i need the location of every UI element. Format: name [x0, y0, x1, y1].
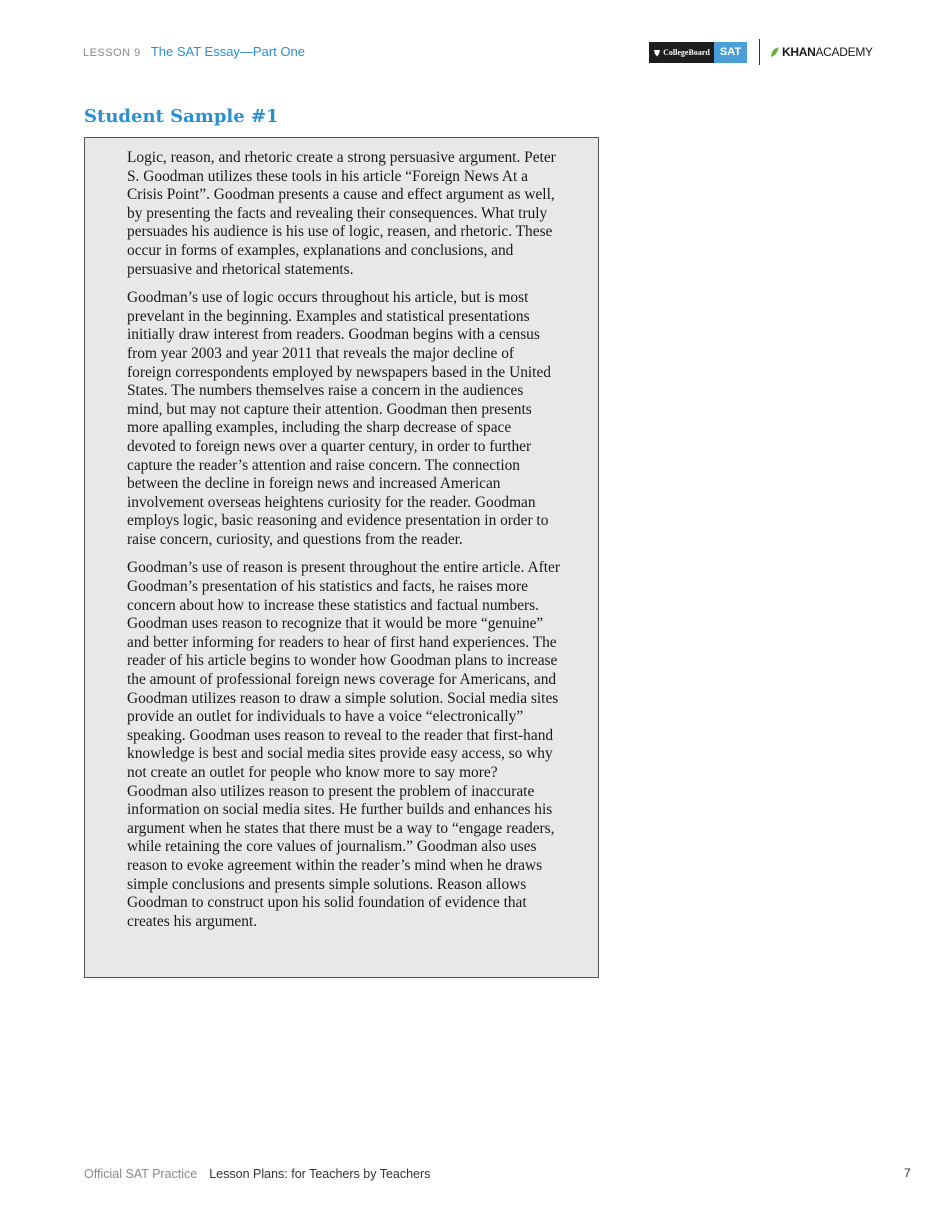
page-footer	[84, 1167, 430, 1181]
essay-paragraph: Logic, reason, and rhetoric create a strong persuasive argument. Peter S. Goodman utilizes these tools in his article “Foreign News At a Crisis Point”. Goodman presents a cause and effect argument as well, by presenting the facts and revealing their consequences. What truly persuades his audience is his use of logic, reasen, and rhetoric. These occur in forms of examples, explanations and conclusions, and persuasive and rhetorical statements.	[127, 149, 556, 278]
page-number: 7	[904, 1166, 911, 1180]
lesson-title: The SAT Essay—Part One	[150, 44, 305, 59]
logo-divider	[759, 39, 760, 65]
khan-text: KHAN	[782, 45, 816, 59]
essay-paragraph: Goodman’s use of reason is present throughout the entire article. After Goodman’s presentation of his statistics and facts, he raises more concern about how to increase these statistics and factual numbers. Goodman uses reason to recognize that it would be more “genuine” and better informing for readers to hear of first hand experiences. The reader of his article begins to wonder how Goodman plans to increase the amount of professional foreign news coverage for Americans, and Goodman utilizes reason to draw a simple solution. Social media sites provide an outlet for individuals to have a voice “electronically” speaking. Goodman uses reason to reveal to the reader that first-hand knowledge is best and social media sites provide easy access, so why not create an outlet for people who know more to say more? Goodman also utilizes reason to present the problem of inaccurate information on social media sites. He further builds and enhances his argument when he states that there must be a way to “engage readers, while retaining the core values of journalism.” Goodman also uses reason to evoke agreement within the reader’s mind when he draws simple conclusions and presents simple solutions. Reason allows Goodman to construct upon his solid foundation of evidence that creates his argument.	[127, 559, 560, 930]
section-title: Student Sample #1	[84, 106, 279, 127]
lesson-number: LESSON 9	[83, 47, 141, 59]
footer-subtitle: Lesson Plans: for Teachers by Teachers	[209, 1167, 431, 1181]
footer-series: Official SAT Practice	[84, 1167, 198, 1181]
leaf-icon	[770, 47, 779, 58]
student-essay-box	[84, 137, 599, 978]
essay-paragraph: Goodman’s use of logic occurs throughout his article, but is most prevelant in the beginning. Examples and statistical presentations initially draw interest from readers. Goodman begins with a census from year 2003 and year 2011 that reveals the major decline of foreign correspondents employed by newspapers based in the United States. The numbers themselves raise a concern in the audiences mind, but may not capture their attention. Goodman then presents more apalling examples, including the sharp decrease of space devoted to foreign news over a quarter century, in order to further capture the reader’s attention and raise concern. The connection between the decline in foreign news and increased American involvement overseas heightens curiosity for the reader. Goodman employs logic, basic reasoning and evidence presentation in order to raise concern, curiosity, and questions from the reader.	[127, 289, 551, 548]
acorn-icon	[653, 48, 661, 57]
page-header	[83, 44, 305, 59]
khan-academy-logo	[770, 45, 873, 59]
brand-logos	[649, 40, 873, 64]
academy-text: ACADEMY	[815, 45, 873, 59]
collegeboard-logo: CollegeBoard	[649, 42, 714, 63]
sat-logo: SAT	[714, 42, 747, 63]
